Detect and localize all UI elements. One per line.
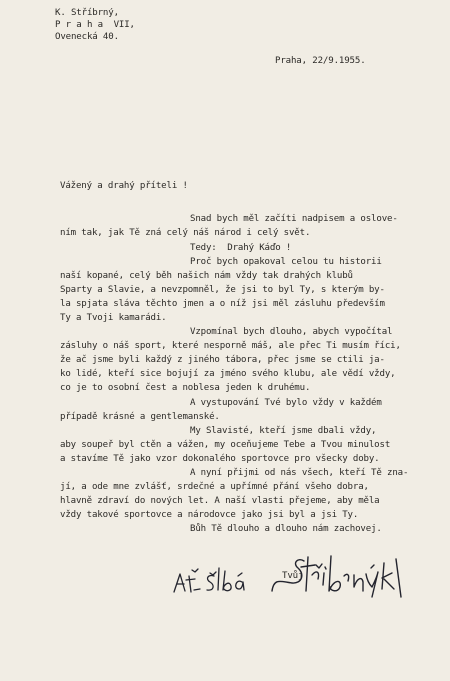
- body-line: případě krásné a gentlemanské.: [60, 412, 220, 422]
- body-line: Vzpomínal bych dlouho, abych vypočítal: [190, 327, 393, 337]
- body-line: jí, a ode mne zvlášť, srdečné a upřímné přání všeho dobra,: [60, 482, 369, 492]
- body-line: hlavně zdraví do nových let. A naší vlasti přejeme, aby měla: [60, 496, 380, 506]
- body-line: Proč bych opakoval celou tu historii: [190, 257, 382, 267]
- body-line: zásluhy o náš sport, které nesporně máš, ale přec Ti musím říci,: [60, 341, 401, 351]
- body-line: A nyní přijmi od nás všech, kteří Tě zna-: [190, 468, 409, 478]
- body-line: naší kopané, celý běh našich nám vždy tak drahých klubů: [60, 271, 353, 281]
- body-line: aby soupeř byl ctěn a vážen, my oceňujeme Tebe a Tvou minulost: [60, 440, 391, 450]
- sender-city: P r a h a VII,: [55, 20, 135, 30]
- body-line: Snad bych měl začíti nadpisem a oslove-: [190, 214, 398, 224]
- body-line: Ty a Tvoji kamarádi.: [60, 313, 167, 323]
- right-signature: [268, 551, 408, 601]
- body-line: ním tak, jak Tě zná celý náš národ i celý svět.: [60, 228, 311, 238]
- body-line: Tedy: Drahý Káďo !: [190, 243, 292, 253]
- sender-name: K. Stříbrný,: [55, 8, 119, 18]
- body-line: Bůh Tě dlouho a dlouho nám zachovej.: [190, 524, 382, 534]
- sender-street: Ovenecká 40.: [55, 32, 119, 42]
- body-line: vždy takové sportovce a národovce jako jsi byl a jsi Ty.: [60, 510, 359, 520]
- body-line: co je to osobní čest a noblesa jeden k druhému.: [60, 383, 311, 393]
- body-line: la spjata sláva těchto jmen a o níž jsi měl zásluhu především: [60, 299, 385, 309]
- body-line: že ač jsme byli každý z jiného tábora, přec jsme se ctili ja-: [60, 355, 385, 365]
- letter-date: Praha, 22/9.1955.: [275, 56, 366, 66]
- body-line: A vystupování Tvé bylo vždy v každém: [190, 398, 382, 408]
- left-signature: [170, 562, 260, 602]
- closing: Tvůj: [282, 571, 304, 581]
- body-line: a stavíme Tě jako vzor dokonalého sportovce pro všecky doby.: [60, 454, 380, 464]
- body-line: Sparty a Slavie, a nevzpomněl, že jsi to byl Ty, s kterým by-: [60, 285, 385, 295]
- salutation: Vážený a drahý příteli !: [60, 181, 188, 191]
- body-line: ko lidé, kteří sice bojují za jméno svého klubu, ale vědí vždy,: [60, 369, 396, 379]
- body-line: My Slavisté, kteří jsme dbali vždy,: [190, 426, 377, 436]
